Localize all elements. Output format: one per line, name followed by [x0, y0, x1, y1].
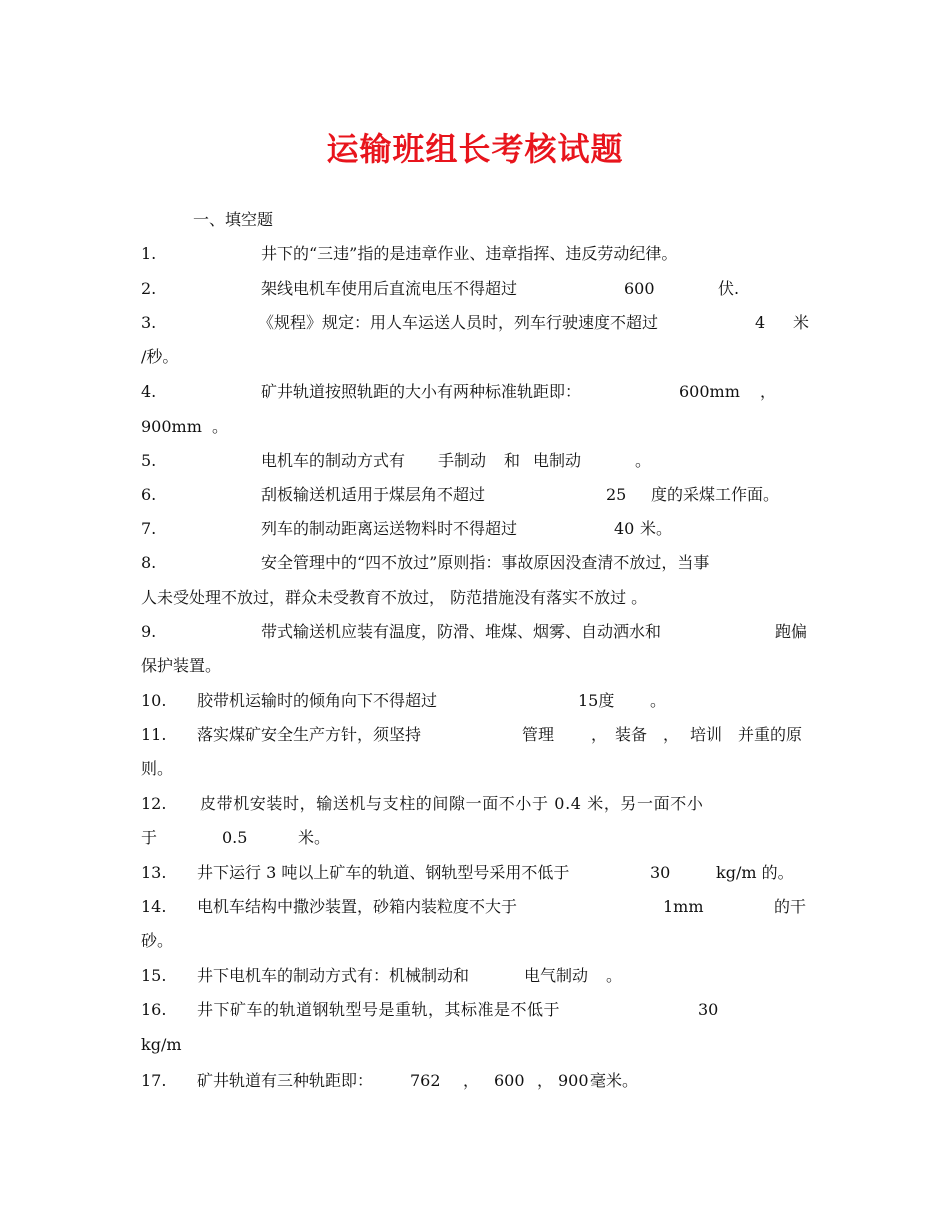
question-text: 井下矿车的轨道钢轨型号是重轨，其标准是不低于: [197, 1000, 561, 1019]
section-heading: 一、填空题: [193, 210, 274, 229]
question-number: 17.: [141, 1071, 167, 1090]
question-text-continued: 于: [141, 828, 158, 847]
answer-blank: 电制动: [533, 451, 582, 470]
question-text: 和: [504, 451, 521, 470]
question-text: 安全管理中的“四不放过”原则指：事故原因没查清不放过，当事: [261, 553, 710, 572]
question-text: ，: [760, 382, 777, 401]
question-number: 8.: [141, 553, 157, 572]
question-text-continued: 人未受处理不放过，群众未受教育不放过， 防范措施没有落实不放过 。: [141, 588, 648, 607]
question-number: 13.: [141, 863, 167, 882]
answer-blank: 900mm: [141, 417, 202, 436]
answer-blank: 15度: [578, 691, 615, 710]
question-text: 米: [793, 313, 810, 332]
question-text: ，: [591, 725, 608, 744]
question-text: 米。: [640, 519, 673, 538]
answer-blank: 600: [624, 279, 655, 298]
question-text: 。: [650, 691, 667, 710]
question-text: 伏.: [718, 279, 740, 298]
question-text-continued: /秒。: [141, 347, 179, 366]
question-number: 3.: [141, 313, 157, 332]
question-number: 2.: [141, 279, 157, 298]
question-text: 矿井轨道按照轨距的大小有两种标准轨距即：: [261, 382, 582, 401]
answer-blank: 30: [698, 1000, 719, 1019]
question-text-continued: kg/m: [141, 1035, 182, 1054]
answer-blank: 600: [494, 1071, 525, 1090]
question-text: 落实煤矿安全生产方针，须坚持: [197, 725, 422, 744]
question-text: 胶带机运输时的倾角向下不得超过: [197, 691, 438, 710]
question-text: ，: [537, 1071, 554, 1090]
question-text: 毫米。: [590, 1071, 639, 1090]
question-text: 带式输送机应装有温度，防滑、堆煤、烟雾、自动洒水和: [261, 622, 662, 641]
question-text: 刮板输送机适用于煤层角不超过: [261, 485, 486, 504]
question-text: 电机车结构中撒沙装置，砂箱内装粒度不大于: [197, 897, 518, 916]
question-text: 矿井轨道有三种轨距即：: [197, 1071, 374, 1090]
question-text: 的干: [774, 897, 807, 916]
question-text: 《规程》规定：用人车运送人员时，列车行驶速度不超过: [258, 313, 659, 332]
question-number: 4.: [141, 382, 157, 401]
answer-blank: 30: [650, 863, 671, 882]
question-text: 。: [606, 966, 623, 985]
question-number: 6.: [141, 485, 157, 504]
question-text: 电机车的制动方式有: [261, 451, 406, 470]
question-number: 7.: [141, 519, 157, 538]
question-number: 16.: [141, 1000, 167, 1019]
question-text: 皮带机安装时，输送机与支柱的间隙一面不小于 0.4 米，另一面不小: [200, 794, 704, 813]
question-text: ，: [663, 725, 680, 744]
answer-blank: 600mm: [679, 382, 740, 401]
answer-blank: 电气制动: [524, 966, 589, 985]
answer-blank: 管理: [522, 725, 555, 744]
answer-blank: 0.5: [222, 828, 248, 847]
question-text: 列车的制动距离运送物料时不得超过: [261, 519, 518, 538]
answer-blank: 装备: [615, 725, 648, 744]
answer-blank: 25: [606, 485, 627, 504]
question-text: 井下运行 3 吨以上矿车的轨道、钢轨型号采用不低于: [197, 863, 570, 882]
question-number: 9.: [141, 622, 157, 641]
question-number: 15.: [141, 966, 167, 985]
question-text: 井下的“三违”指的是违章作业、违章指挥、违反劳动纪律。: [261, 244, 678, 263]
question-number: 14.: [141, 897, 167, 916]
question-text: 米。: [298, 828, 331, 847]
question-text: 。: [635, 451, 652, 470]
answer-blank: 40: [614, 519, 635, 538]
answer-blank: 跑偏: [775, 622, 808, 641]
question-number: 11.: [141, 725, 167, 744]
question-text-continued: 则。: [141, 759, 174, 778]
question-number: 12.: [141, 794, 167, 813]
question-number: 5.: [141, 451, 157, 470]
question-number: 1.: [141, 244, 157, 263]
question-number: 10.: [141, 691, 167, 710]
answer-blank: 培训: [690, 725, 723, 744]
question-text-continued: 砂。: [141, 931, 174, 950]
question-text: 架线电机车使用后直流电压不得超过: [261, 279, 518, 298]
question-text: 井下电机车的制动方式有：机械制动和: [197, 966, 470, 985]
question-text: kg/m 的。: [716, 863, 794, 882]
question-text: 。: [212, 417, 229, 436]
answer-blank: 手制动: [438, 451, 487, 470]
answer-blank: 762: [410, 1071, 441, 1090]
question-text-continued: 保护装置。: [141, 656, 222, 675]
question-text: 并重的原: [738, 725, 803, 744]
question-text: 度的采煤工作面。: [651, 485, 780, 504]
answer-blank: 1mm: [663, 897, 704, 916]
answer-blank: 4: [755, 313, 766, 332]
answer-blank: 900: [558, 1071, 589, 1090]
question-text: ，: [463, 1071, 480, 1090]
page-title: 运输班组长考核试题: [326, 130, 624, 168]
